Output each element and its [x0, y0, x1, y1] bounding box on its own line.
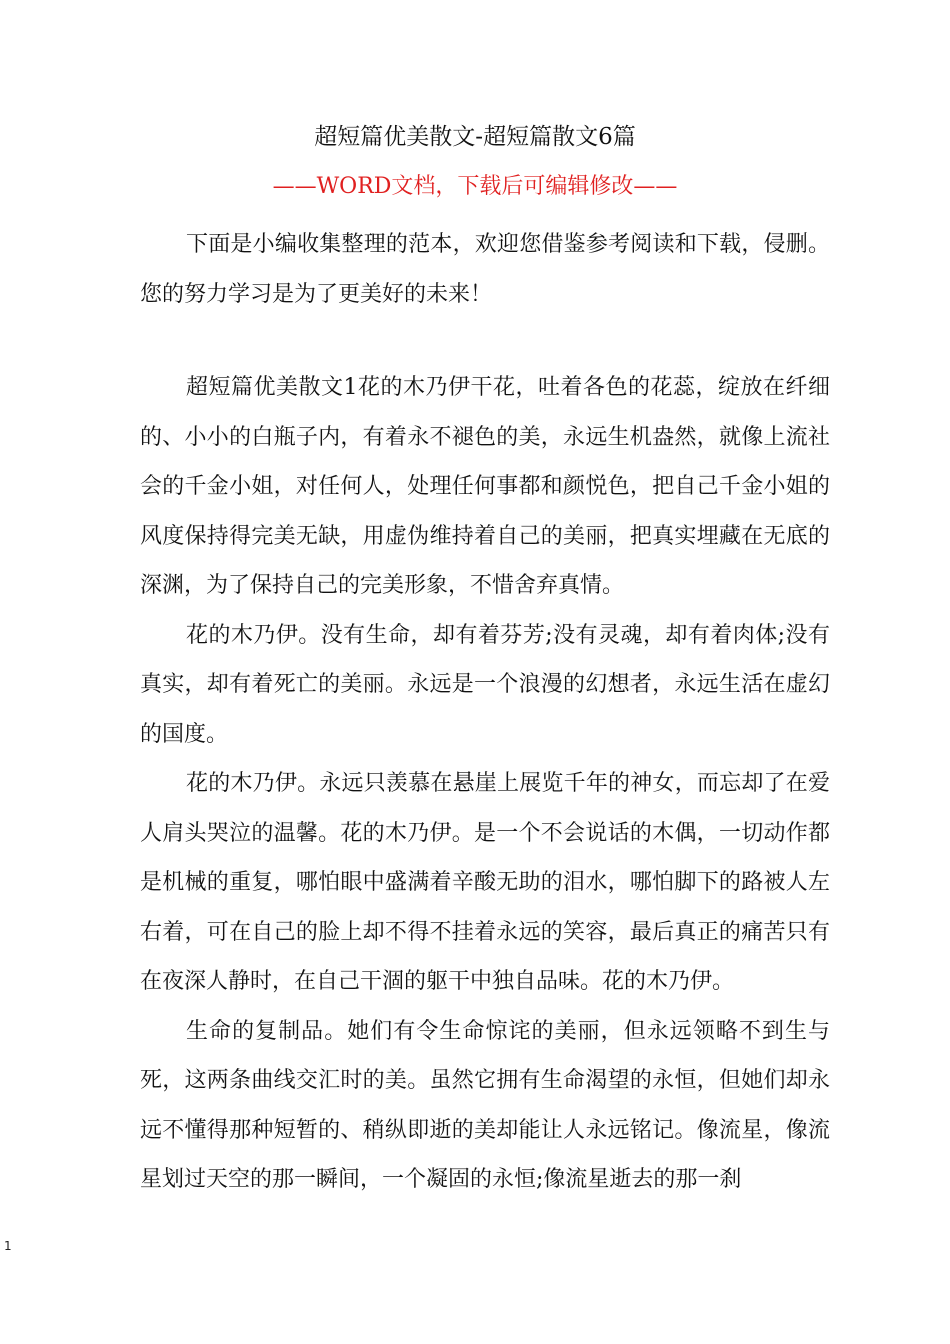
- intro-paragraph: 下面是小编收集整理的范本，欢迎您借鉴参考阅读和下载，侵删。您的努力学习是为了更美好的未来！: [140, 232, 830, 307]
- article-paragraph-4: 生命的复制品。她们有令生命惊诧的美丽，但永远领略不到生与死，这两条曲线交汇时的美。虽然它拥有生命渴望的永恒，但她们却永远不懂得那种短暂的、稍纵即逝的美却能让人永远铭记。像流星，像流星划过天空的那一瞬间，一个凝固的永恒;像流星逝去的那一刹: [140, 1018, 830, 1192]
- document-title: 超短篇优美散文-超短篇散文6篇: [314, 124, 636, 150]
- article-paragraph-3: 花的木乃伊。永远只羡慕在悬崖上展览千年的神女，而忘却了在爱人肩头哭泣的温馨。花的木乃伊。是一个不会说话的木偶，一切动作都是机械的重复，哪怕眼中盛满着辛酸无助的泪水，哪怕脚下的路被人左右着，可在自己的脸上却不得不挂着永远的笑容，最后真正的痛苦只有在夜深人静时，在自己干涸的躯干中独自品味。花的木乃伊。: [140, 771, 830, 994]
- page-number: 1: [4, 1239, 12, 1253]
- article-paragraph-2: 花的木乃伊。没有生命，却有着芬芳;没有灵魂，却有着肉体;没有真实，却有着死亡的美丽。永远是一个浪漫的幻想者，永远生活在虚幻的国度。: [140, 622, 830, 747]
- intro-paragraph-block: [140, 220, 830, 319]
- document-subtitle: ——WORD文档，下载后可编辑修改——: [272, 174, 678, 199]
- article-body: [140, 363, 830, 1205]
- article-paragraph-1: 超短篇优美散文1花的木乃伊干花，吐着各色的花蕊，绽放在纤细的、小小的白瓶子内，有着永不褪色的美，永远生机盎然，就像上流社会的千金小姐，对任何人，处理任何事都和颜悦色，把自己千金小姐的风度保持得完美无缺，用虚伪维持着自己的美丽，把真实埋藏在无底的深渊，为了保持自己的完美形象，不惜舍弃真情。: [140, 375, 830, 598]
